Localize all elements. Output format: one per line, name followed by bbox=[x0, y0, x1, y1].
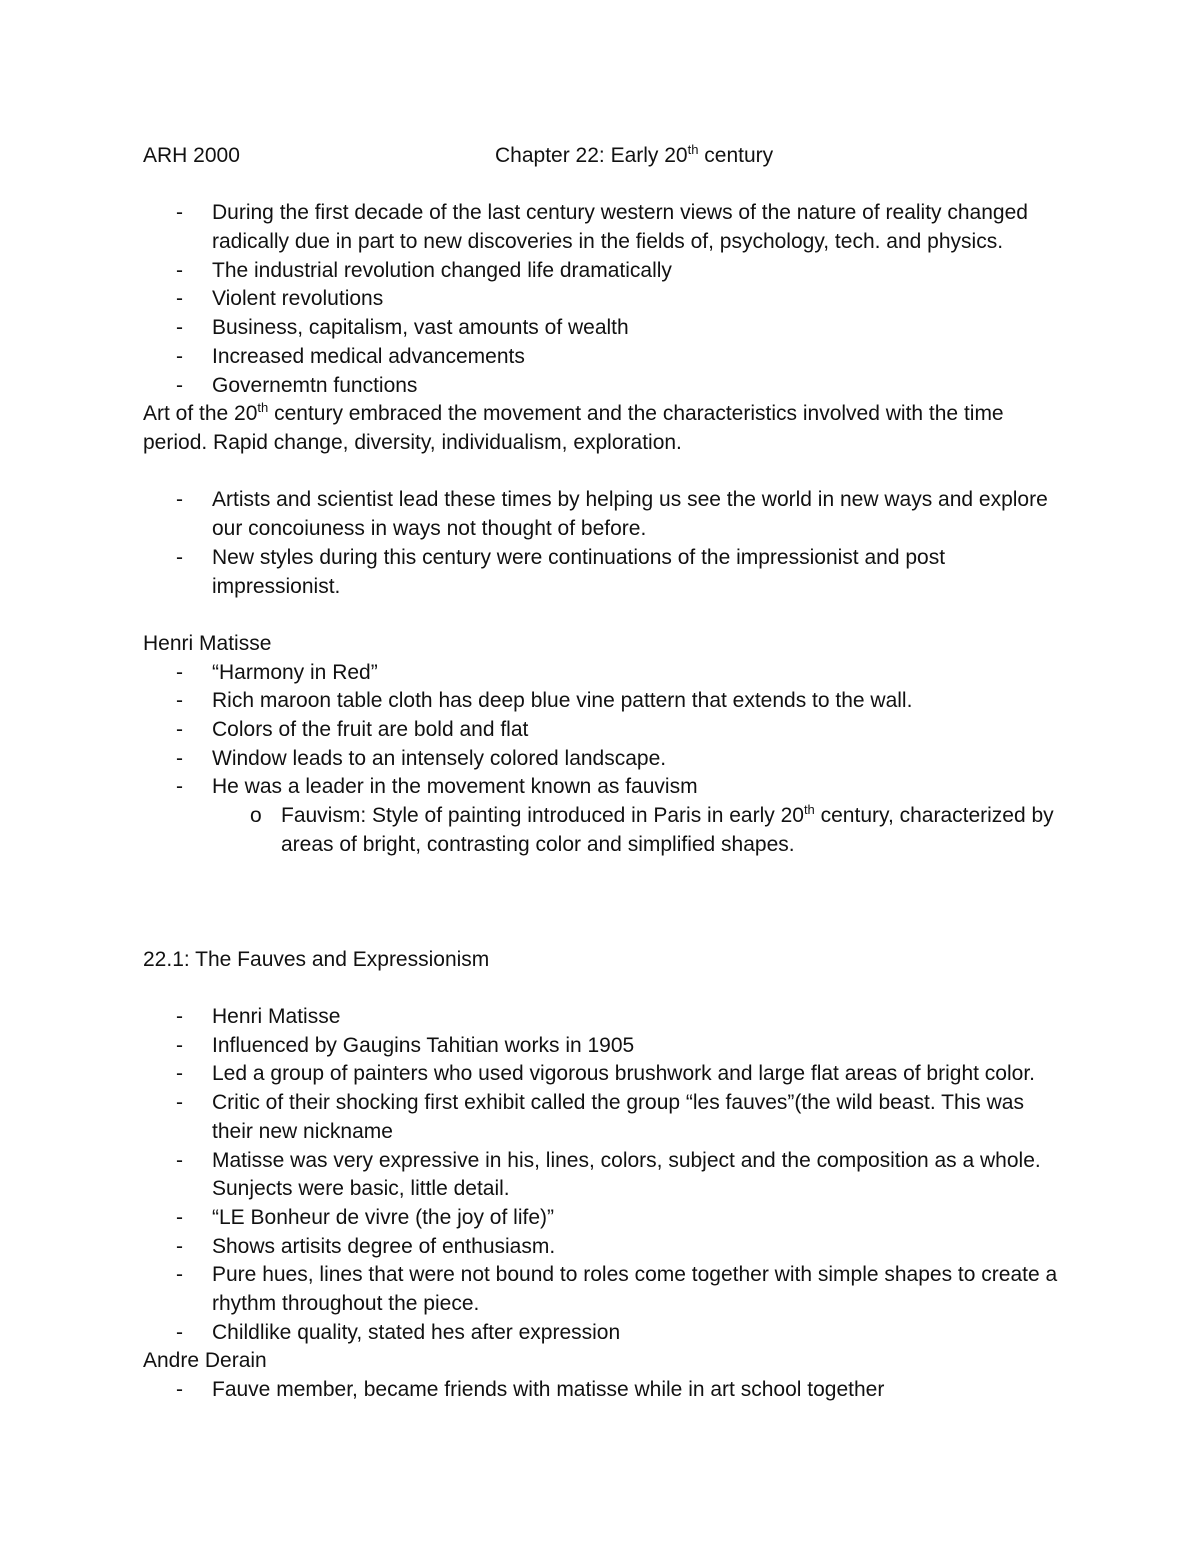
list-item: - Led a group of painters who used vigorous brushwork and large flat areas of bright color. bbox=[143, 1060, 1063, 1089]
list-item: - Influenced by Gaugins Tahitian works in 1905 bbox=[143, 1032, 1063, 1061]
fauves-bullet-list bbox=[143, 1003, 1063, 1347]
list-item: - Pure hues, lines that were not bound to roles come together with simple shapes to create a rhythm throughout the piece. bbox=[143, 1261, 1063, 1318]
derain-bullet-list bbox=[143, 1376, 1063, 1405]
list-item: - “Harmony in Red” bbox=[143, 659, 1063, 688]
list-item: - Matisse was very expressive in his, lines, colors, subject and the composition as a whole. Sunjects were basic, little detail. bbox=[143, 1147, 1063, 1204]
list-item: - New styles during this century were continuations of the impressionist and post impressionist. bbox=[143, 544, 1063, 601]
list-item: - Business, capitalism, vast amounts of wealth bbox=[143, 314, 1063, 343]
list-item: - “LE Bonheur de vivre (the joy of life)” bbox=[143, 1204, 1063, 1233]
list-item: - Henri Matisse bbox=[143, 1003, 1063, 1032]
list-item: - Violent revolutions bbox=[143, 285, 1063, 314]
list-item: - Fauve member, became friends with matisse while in art school together bbox=[143, 1376, 1063, 1405]
list-item: - Window leads to an intensely colored landscape. bbox=[143, 745, 1063, 774]
spacer bbox=[143, 458, 1063, 487]
list-item: - He was a leader in the movement known as fauvism bbox=[143, 773, 1063, 802]
matisse-bullet-list bbox=[143, 659, 1063, 803]
document-header bbox=[143, 142, 1063, 171]
chapter-title: Chapter 22: Early 20th century bbox=[495, 142, 774, 167]
fauvism-sub-list bbox=[143, 802, 1063, 859]
list-item: - During the first decade of the last century western views of the nature of reality changed radically due in part to new discoveries in the fields of, psychology, tech. and physics. bbox=[143, 199, 1063, 256]
section-heading-derain: Andre Derain bbox=[143, 1349, 267, 1373]
list-item: - Critic of their shocking first exhibit called the group “les fauves”(the wild beast. This was their new nickname bbox=[143, 1089, 1063, 1146]
spacer bbox=[143, 974, 1063, 1003]
list-item: - Shows artisits degree of enthusiasm. bbox=[143, 1233, 1063, 1262]
list-item: - Governemtn functions bbox=[143, 372, 1063, 401]
art-paragraph: Art of the 20th century embraced the movement and the characteristics involved with the time period. Rapid change, diversity, individualism, exploration. bbox=[143, 400, 1004, 454]
list-item: - Colors of the fruit are bold and flat bbox=[143, 716, 1063, 745]
list-item: - Increased medical advancements bbox=[143, 343, 1063, 372]
artists-bullet-list bbox=[143, 486, 1063, 601]
list-item: - Rich maroon table cloth has deep blue vine pattern that extends to the wall. bbox=[143, 687, 1063, 716]
circle-bullet-icon: o bbox=[250, 804, 262, 828]
list-item: - The industrial revolution changed life dramatically bbox=[143, 257, 1063, 286]
document-content bbox=[143, 142, 1063, 1405]
spacer bbox=[143, 601, 1063, 630]
intro-bullet-list bbox=[143, 199, 1063, 400]
course-code: ARH 2000 bbox=[143, 144, 240, 167]
spacer bbox=[143, 917, 1063, 946]
section-heading-matisse: Henri Matisse bbox=[143, 631, 272, 655]
list-item: - Childlike quality, stated hes after expression bbox=[143, 1319, 1063, 1348]
section-heading-fauves: 22.1: The Fauves and Expressionism bbox=[143, 947, 490, 971]
spacer bbox=[143, 860, 1063, 917]
sub-list-item: o Fauvism: Style of painting introduced in Paris in early 20th century, characterized by areas of bright, contrasting color and simplified shapes. bbox=[250, 802, 1054, 856]
list-item: - Artists and scientist lead these times by helping us see the world in new ways and explore our concoiuness in ways not thought of before. bbox=[143, 486, 1063, 543]
